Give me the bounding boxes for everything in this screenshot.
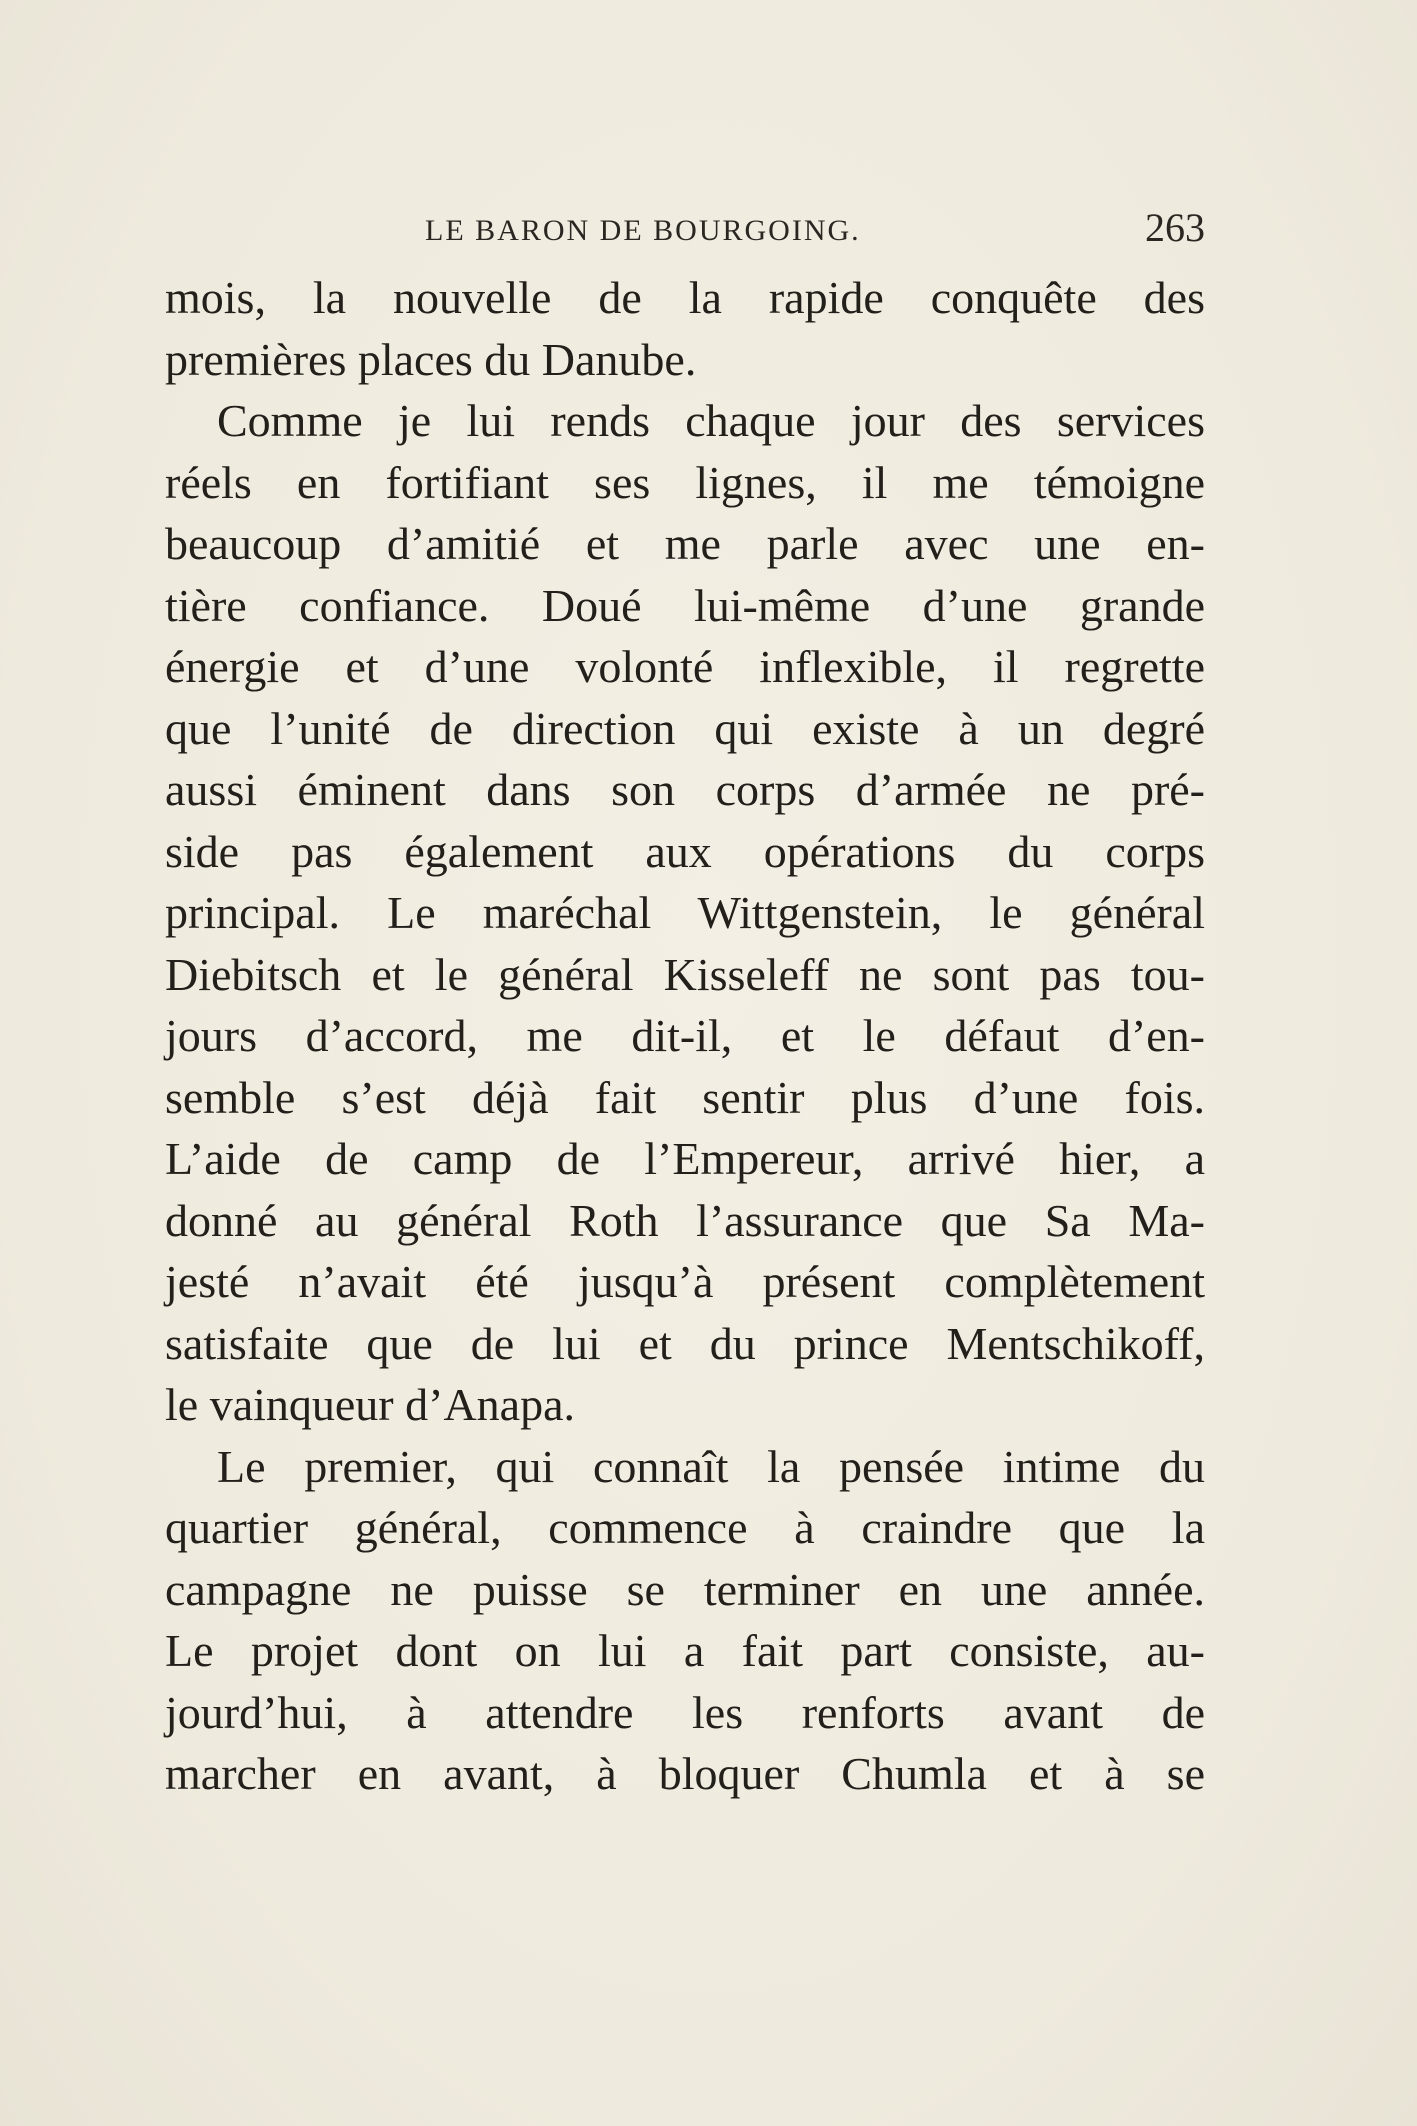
text-line: campagne ne puisse se terminer en une année. xyxy=(165,1563,1205,1615)
text-line: mois, la nouvelle de la rapide conquête des xyxy=(165,272,1205,323)
text-line: premières places du Danube. xyxy=(165,333,697,385)
body-text xyxy=(165,267,1205,1805)
text-line: semble s’est déjà fait sentir plus d’une fois. xyxy=(165,1071,1205,1123)
text-line: Diebitsch et le général Kisseleff ne sont pas tou- xyxy=(165,948,1205,1000)
text-line: Le projet dont on lui a fait part consiste, au- xyxy=(165,1625,1205,1676)
page-number: 263 xyxy=(1145,205,1205,250)
text-line: L’aide de camp de l’Empereur, arrivé hier, a xyxy=(165,1133,1205,1184)
text-line: jours d’accord, me dit-il, et le défaut d’en- xyxy=(165,1010,1205,1061)
text-line: énergie et d’une volonté inflexible, il regrette xyxy=(165,641,1205,692)
text-line: quartier général, commence à craindre que la xyxy=(165,1502,1205,1553)
text-line: beaucoup d’amitié et me parle avec une en- xyxy=(165,518,1205,569)
text-line: principal. Le maréchal Wittgenstein, le général xyxy=(165,887,1205,938)
text-line: jesté n’avait été jusqu’à présent complètement xyxy=(165,1256,1205,1307)
text-line: tière confiance. Doué lui-même d’une grande xyxy=(165,579,1205,631)
text-line: le vainqueur d’Anapa. xyxy=(165,1379,576,1430)
text-line: marcher en avant, à bloquer Chumla et à se xyxy=(165,1748,1205,1799)
text-line: que l’unité de direction qui existe à un degré xyxy=(165,702,1205,754)
text-line: satisfaite que de lui et du prince Mentschikoff, xyxy=(165,1317,1205,1369)
text-line: Le premier, qui connaît la pensée intime du xyxy=(217,1440,1205,1492)
text-line: réels en fortifiant ses lignes, il me témoigne xyxy=(165,456,1205,508)
text-line: jourd’hui, à attendre les renforts avant de xyxy=(165,1686,1205,1738)
page-header xyxy=(165,200,1205,260)
text-line: side pas également aux opérations du corps xyxy=(165,825,1205,877)
text-line: aussi éminent dans son corps d’armée ne pré- xyxy=(165,764,1205,815)
text-line: Comme je lui rends chaque jour des services xyxy=(217,395,1205,446)
text-line: donné au général Roth l’assurance que Sa Ma- xyxy=(165,1194,1205,1246)
running-title: LE BARON DE BOURGOING. xyxy=(425,214,861,247)
